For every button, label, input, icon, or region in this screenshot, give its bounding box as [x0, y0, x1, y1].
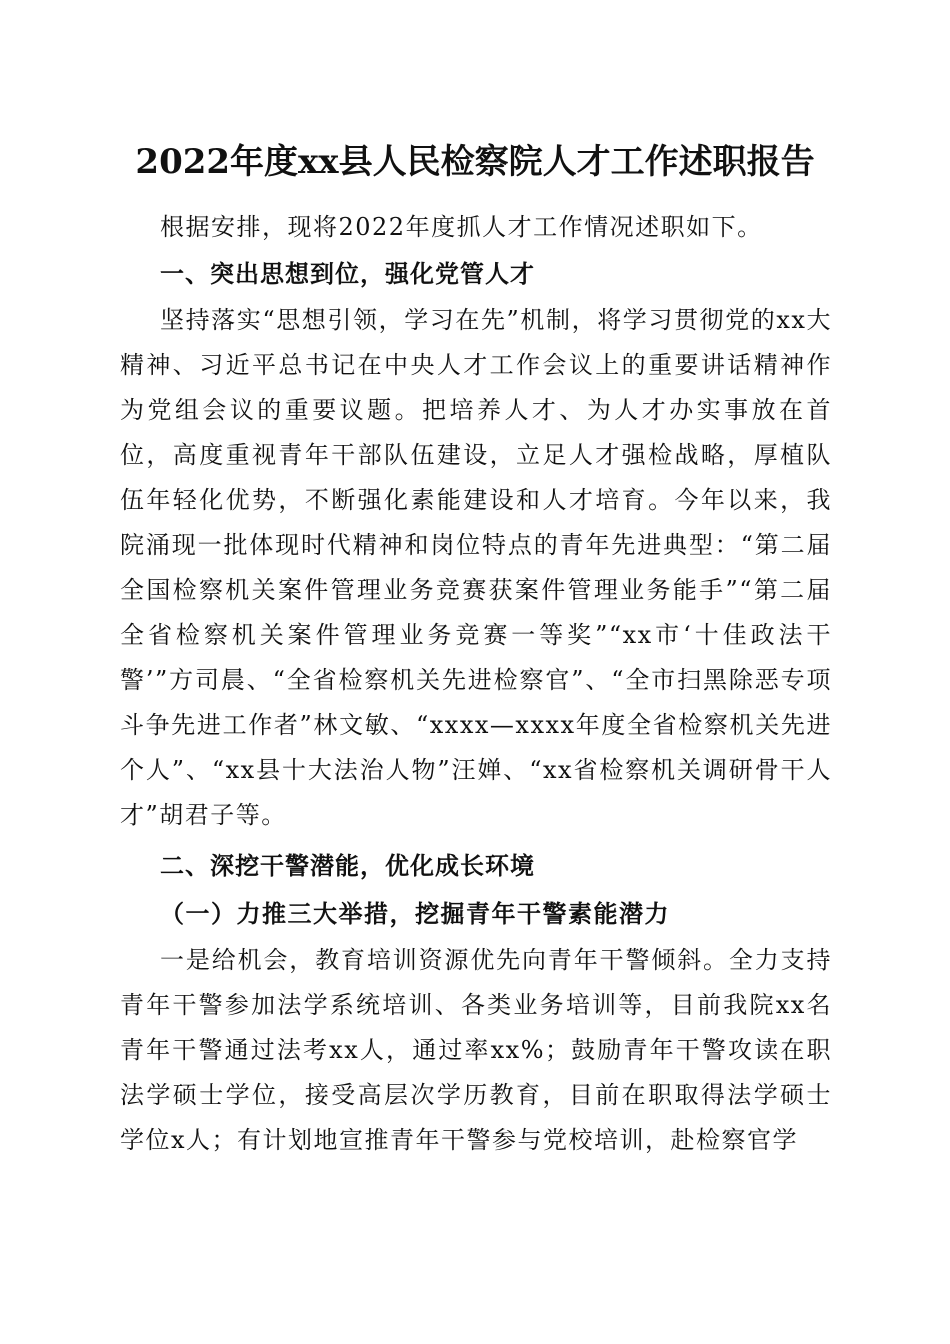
intro-paragraph: 根据安排，现将2022年度抓人才工作情况述职如下。	[160, 213, 763, 241]
section-1-heading: 一、突出思想到位，强化党管人才	[160, 260, 535, 288]
document-title: 2022年度xx县人民检察院人才工作述职报告	[135, 142, 815, 182]
section-2-heading: 二、深挖干警潜能，优化成长环境	[160, 852, 535, 880]
section-1-paragraph: 坚持落实“思想引领，学习在先”机制，将学习贯彻党的xx大精神、习近平总书记在中央人才工作会议上的重要讲话精神作为党组会议的重要议题。把培养人才、为人才办实事放在首位，高度重视青年干部队伍建设，立足人才强检战略，厚植队伍年轻化优势，不断强化素能建设和人才培育。今年以来，我院涌现一批体现时代精神和岗位特点的青年先进典型：“第二届全国检察机关案件管理业务竞赛获案件管理业务能手”“第二届全省检察机关案件管理业务竞赛一等奖”“xx市‘十佳政法干警’”方司晨、“全省检察机关先进检察官”、“全市扫黑除恶专项斗争先进工作者”林文敏、“xxxx—xxxx年度全省检察机关先进个人”、“xx县十大法治人物”汪婵、“xx省检察机关调研骨干人才”胡君子等。	[120, 306, 832, 829]
section-2-subheading: （一）力推三大举措，挖掘青年干警素能潜力	[160, 899, 670, 928]
document-body	[120, 205, 832, 1163]
section-2-paragraph: 一是给机会，教育培训资源优先向青年干警倾斜。全力支持青年干警参加法学系统培训、各类业务培训等，目前我院xx名青年干警通过法考xx人，通过率xx%；鼓励青年干警攻读在职法学硕士学位，接受高层次学历教育，目前在职取得法学硕士学位x人；有计划地宣推青年干警参与党校培训，赴检察官学	[120, 946, 832, 1154]
